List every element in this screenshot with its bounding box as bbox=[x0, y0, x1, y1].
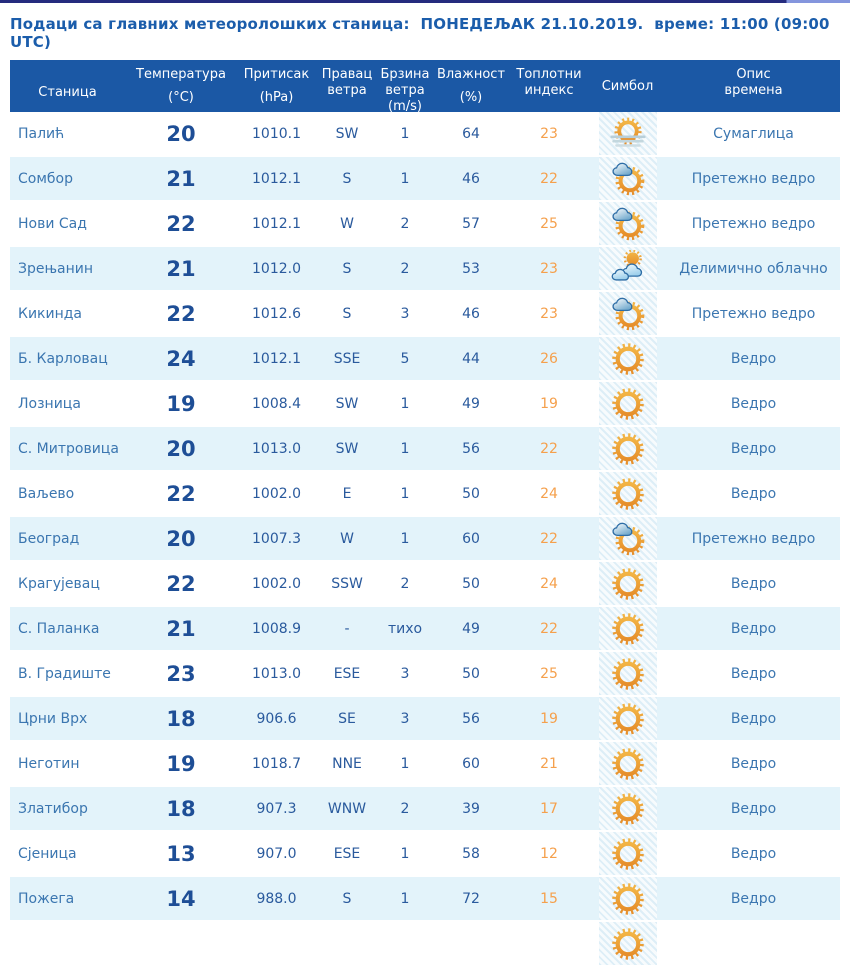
wind-speed-value: 1 bbox=[378, 471, 432, 516]
table-row bbox=[10, 561, 840, 606]
heat-index-value: 19 bbox=[510, 696, 588, 741]
pressure-value: 1013.0 bbox=[237, 426, 316, 471]
wind-direction-value: SW bbox=[316, 426, 378, 471]
pressure-value bbox=[237, 921, 316, 966]
table-row bbox=[10, 696, 840, 741]
station-name: Ваљево bbox=[10, 471, 125, 516]
station-name: Пожега bbox=[10, 876, 125, 921]
pressure-value: 907.3 bbox=[237, 786, 316, 831]
table-row bbox=[10, 471, 840, 516]
station-name: Златибор bbox=[10, 786, 125, 831]
weather-description: Ведро bbox=[667, 426, 840, 471]
table-row bbox=[10, 921, 840, 966]
humidity-value: 58 bbox=[432, 831, 510, 876]
heat-index-value: 22 bbox=[510, 606, 588, 651]
station-name: Лозница bbox=[10, 381, 125, 426]
humidity-value: 49 bbox=[432, 381, 510, 426]
pressure-value: 1010.1 bbox=[237, 112, 316, 156]
heat-index-value: 26 bbox=[510, 336, 588, 381]
wind-direction-value: SW bbox=[316, 112, 378, 156]
column-header-temperature: Температура (°C) bbox=[125, 60, 237, 112]
weather-description: Ведро bbox=[667, 696, 840, 741]
wind-direction-value: W bbox=[316, 201, 378, 246]
column-header-description: Опис времена bbox=[667, 60, 840, 112]
station-name: В. Градиште bbox=[10, 651, 125, 696]
heat-index-value: 24 bbox=[510, 561, 588, 606]
heat-index-value: 25 bbox=[510, 201, 588, 246]
weather-description: Претежно ведро bbox=[667, 291, 840, 336]
station-name: Нови Сад bbox=[10, 201, 125, 246]
weather-description: Ведро bbox=[667, 876, 840, 921]
mostly-sunny-icon bbox=[609, 295, 647, 333]
symbol-cell bbox=[588, 651, 667, 696]
wind-speed-value: 3 bbox=[378, 651, 432, 696]
wind-speed-value: 1 bbox=[378, 516, 432, 561]
symbol-cell bbox=[588, 471, 667, 516]
weather-description: Ведро bbox=[667, 561, 840, 606]
wind-speed-value: 1 bbox=[378, 112, 432, 156]
station-name: Београд bbox=[10, 516, 125, 561]
station-name: Сјеница bbox=[10, 831, 125, 876]
humidity-value: 72 bbox=[432, 876, 510, 921]
temperature-value: 18 bbox=[125, 786, 237, 831]
symbol-hatch-background bbox=[599, 742, 657, 785]
symbol-cell bbox=[588, 381, 667, 426]
wind-direction-value: SE bbox=[316, 696, 378, 741]
column-header-humidity: Влажност (%) bbox=[432, 60, 510, 112]
top-border-bar bbox=[0, 0, 850, 3]
sunny-icon bbox=[609, 835, 647, 873]
table-row bbox=[10, 516, 840, 561]
wind-speed-value bbox=[378, 921, 432, 966]
symbol-cell bbox=[588, 921, 667, 966]
symbol-cell bbox=[588, 741, 667, 786]
temperature-value: 19 bbox=[125, 741, 237, 786]
symbol-hatch-background bbox=[599, 562, 657, 605]
sunny-icon bbox=[609, 385, 647, 423]
weather-description: Ведро bbox=[667, 381, 840, 426]
wind-speed-value: 2 bbox=[378, 561, 432, 606]
pressure-value: 1012.0 bbox=[237, 246, 316, 291]
heat-index-value: 19 bbox=[510, 381, 588, 426]
wind-direction-value: S bbox=[316, 246, 378, 291]
table-header bbox=[10, 60, 840, 112]
weather-description: Делимично облачно bbox=[667, 246, 840, 291]
humidity-value: 50 bbox=[432, 561, 510, 606]
sunny-icon bbox=[609, 340, 647, 378]
wind-speed-value: 2 bbox=[378, 786, 432, 831]
symbol-cell bbox=[588, 246, 667, 291]
humidity-value bbox=[432, 921, 510, 966]
wind-speed-value: 1 bbox=[378, 156, 432, 201]
symbol-hatch-background bbox=[599, 292, 657, 335]
heat-index-value: 15 bbox=[510, 876, 588, 921]
mostly-sunny-icon bbox=[609, 160, 647, 198]
wind-direction-value: S bbox=[316, 291, 378, 336]
symbol-cell bbox=[588, 112, 667, 156]
symbol-hatch-background bbox=[599, 472, 657, 515]
temperature-value: 19 bbox=[125, 381, 237, 426]
sunny-icon bbox=[609, 610, 647, 648]
symbol-cell bbox=[588, 201, 667, 246]
sunny-icon bbox=[609, 655, 647, 693]
pressure-value: 1007.3 bbox=[237, 516, 316, 561]
column-header-wind-direction: Правац ветра bbox=[316, 60, 378, 112]
sunny-icon bbox=[609, 700, 647, 738]
pressure-value: 1008.9 bbox=[237, 606, 316, 651]
weather-description: Ведро bbox=[667, 471, 840, 516]
table-row bbox=[10, 291, 840, 336]
heat-index-value: 17 bbox=[510, 786, 588, 831]
pressure-value: 1012.1 bbox=[237, 201, 316, 246]
symbol-cell bbox=[588, 831, 667, 876]
symbol-cell bbox=[588, 291, 667, 336]
heat-index-value bbox=[510, 921, 588, 966]
humidity-value: 56 bbox=[432, 696, 510, 741]
humidity-value: 39 bbox=[432, 786, 510, 831]
sunny-icon bbox=[609, 475, 647, 513]
wind-direction-value: ESE bbox=[316, 831, 378, 876]
heat-index-value: 22 bbox=[510, 516, 588, 561]
heat-index-value: 25 bbox=[510, 651, 588, 696]
symbol-cell bbox=[588, 156, 667, 201]
column-header-station: Станица bbox=[10, 60, 125, 112]
temperature-value: 20 bbox=[125, 516, 237, 561]
symbol-hatch-background bbox=[599, 922, 657, 965]
symbol-hatch-background bbox=[599, 787, 657, 830]
column-header-symbol: Симбол bbox=[588, 60, 667, 112]
temperature-value: 20 bbox=[125, 112, 237, 156]
weather-description: Ведро bbox=[667, 336, 840, 381]
wind-speed-value: 1 bbox=[378, 876, 432, 921]
symbol-cell bbox=[588, 876, 667, 921]
haze-icon bbox=[609, 115, 647, 153]
wind-speed-value: 1 bbox=[378, 426, 432, 471]
table-row bbox=[10, 336, 840, 381]
humidity-value: 44 bbox=[432, 336, 510, 381]
wind-direction-value: SSE bbox=[316, 336, 378, 381]
humidity-value: 60 bbox=[432, 516, 510, 561]
pressure-value: 1008.4 bbox=[237, 381, 316, 426]
pressure-value: 1012.6 bbox=[237, 291, 316, 336]
table-row bbox=[10, 786, 840, 831]
station-name: С. Паланка bbox=[10, 606, 125, 651]
pressure-value: 1012.1 bbox=[237, 336, 316, 381]
station-name: Палић bbox=[10, 112, 125, 156]
station-name: Крагујевац bbox=[10, 561, 125, 606]
temperature-value: 14 bbox=[125, 876, 237, 921]
wind-direction-value: E bbox=[316, 471, 378, 516]
wind-direction-value: ESE bbox=[316, 651, 378, 696]
wind-speed-value: 3 bbox=[378, 291, 432, 336]
heat-index-value: 24 bbox=[510, 471, 588, 516]
column-header-wind-speed: Брзина ветра (m/s) bbox=[378, 60, 432, 112]
pressure-value: 1013.0 bbox=[237, 651, 316, 696]
mostly-sunny-icon bbox=[609, 520, 647, 558]
wind-direction-value: NNE bbox=[316, 741, 378, 786]
station-name: Зрењанин bbox=[10, 246, 125, 291]
pressure-value: 1002.0 bbox=[237, 471, 316, 516]
wind-direction-value: WNW bbox=[316, 786, 378, 831]
humidity-value: 57 bbox=[432, 201, 510, 246]
symbol-hatch-background bbox=[599, 652, 657, 695]
mostly-sunny-icon bbox=[609, 205, 647, 243]
wind-speed-value: 2 bbox=[378, 201, 432, 246]
humidity-value: 64 bbox=[432, 112, 510, 156]
weather-description: Ведро bbox=[667, 606, 840, 651]
temperature-value: 21 bbox=[125, 246, 237, 291]
symbol-hatch-background bbox=[599, 157, 657, 200]
wind-direction-value: SSW bbox=[316, 561, 378, 606]
wind-direction-value: - bbox=[316, 606, 378, 651]
symbol-hatch-background bbox=[599, 202, 657, 245]
symbol-hatch-background bbox=[599, 427, 657, 470]
temperature-value: 22 bbox=[125, 561, 237, 606]
symbol-cell bbox=[588, 786, 667, 831]
table-row bbox=[10, 156, 840, 201]
temperature-value: 22 bbox=[125, 471, 237, 516]
humidity-value: 60 bbox=[432, 741, 510, 786]
temperature-value: 18 bbox=[125, 696, 237, 741]
heat-index-value: 23 bbox=[510, 291, 588, 336]
column-header-heat-index: Топлотни индекс bbox=[510, 60, 588, 112]
table-row bbox=[10, 426, 840, 471]
heat-index-value: 22 bbox=[510, 156, 588, 201]
station-name: Црни Врх bbox=[10, 696, 125, 741]
station-name: Неготин bbox=[10, 741, 125, 786]
table-row bbox=[10, 246, 840, 291]
symbol-cell bbox=[588, 516, 667, 561]
weather-table bbox=[10, 60, 840, 967]
humidity-value: 46 bbox=[432, 291, 510, 336]
heat-index-value: 22 bbox=[510, 426, 588, 471]
table-row bbox=[10, 112, 840, 156]
weather-description bbox=[667, 921, 840, 966]
temperature-value: 24 bbox=[125, 336, 237, 381]
station-name: Б. Карловац bbox=[10, 336, 125, 381]
heat-index-value: 12 bbox=[510, 831, 588, 876]
temperature-value: 20 bbox=[125, 426, 237, 471]
table-row bbox=[10, 651, 840, 696]
sunny-icon bbox=[609, 565, 647, 603]
wind-speed-value: тихо bbox=[378, 606, 432, 651]
symbol-hatch-background bbox=[599, 337, 657, 380]
symbol-cell bbox=[588, 561, 667, 606]
symbol-cell bbox=[588, 426, 667, 471]
temperature-value: 21 bbox=[125, 606, 237, 651]
weather-table-body bbox=[10, 112, 840, 966]
heat-index-value: 23 bbox=[510, 112, 588, 156]
sunny-icon bbox=[609, 925, 647, 963]
symbol-cell bbox=[588, 696, 667, 741]
table-row bbox=[10, 831, 840, 876]
weather-description: Сумаглица bbox=[667, 112, 840, 156]
temperature-value: 13 bbox=[125, 831, 237, 876]
wind-direction-value: W bbox=[316, 516, 378, 561]
table-row bbox=[10, 606, 840, 651]
wind-speed-value: 1 bbox=[378, 381, 432, 426]
wind-speed-value: 1 bbox=[378, 741, 432, 786]
pressure-value: 1002.0 bbox=[237, 561, 316, 606]
symbol-hatch-background bbox=[599, 247, 657, 290]
symbol-hatch-background bbox=[599, 382, 657, 425]
symbol-hatch-background bbox=[599, 697, 657, 740]
wind-speed-value: 3 bbox=[378, 696, 432, 741]
wind-speed-value: 2 bbox=[378, 246, 432, 291]
symbol-cell bbox=[588, 336, 667, 381]
station-name: Сомбор bbox=[10, 156, 125, 201]
sunny-icon bbox=[609, 790, 647, 828]
table-row bbox=[10, 201, 840, 246]
weather-description: Претежно ведро bbox=[667, 516, 840, 561]
temperature-value: 23 bbox=[125, 651, 237, 696]
pressure-value: 907.0 bbox=[237, 831, 316, 876]
wind-direction-value bbox=[316, 921, 378, 966]
heat-index-value: 23 bbox=[510, 246, 588, 291]
sunny-icon bbox=[609, 880, 647, 918]
table-row bbox=[10, 381, 840, 426]
humidity-value: 50 bbox=[432, 651, 510, 696]
temperature-value: 21 bbox=[125, 156, 237, 201]
table-row bbox=[10, 876, 840, 921]
partly-cloudy-icon bbox=[609, 250, 647, 288]
weather-description: Ведро bbox=[667, 831, 840, 876]
symbol-hatch-background bbox=[599, 112, 657, 155]
sunny-icon bbox=[609, 745, 647, 783]
station-name bbox=[10, 921, 125, 966]
heat-index-value: 21 bbox=[510, 741, 588, 786]
station-name: С. Митровица bbox=[10, 426, 125, 471]
wind-direction-value: SW bbox=[316, 381, 378, 426]
symbol-hatch-background bbox=[599, 877, 657, 920]
wind-speed-value: 1 bbox=[378, 831, 432, 876]
wind-speed-value: 5 bbox=[378, 336, 432, 381]
humidity-value: 49 bbox=[432, 606, 510, 651]
weather-description: Претежно ведро bbox=[667, 201, 840, 246]
pressure-value: 1012.1 bbox=[237, 156, 316, 201]
symbol-hatch-background bbox=[599, 607, 657, 650]
weather-description: Претежно ведро bbox=[667, 156, 840, 201]
table-row bbox=[10, 741, 840, 786]
humidity-value: 46 bbox=[432, 156, 510, 201]
weather-description: Ведро bbox=[667, 651, 840, 696]
page-title: Подаци са главних метеоролошких станица: ПОНЕДЕЉАК 21.10.2019. време: 11:00 (09:00 UTC) bbox=[10, 15, 830, 51]
wind-direction-value: S bbox=[316, 156, 378, 201]
weather-description: Ведро bbox=[667, 741, 840, 786]
humidity-value: 56 bbox=[432, 426, 510, 471]
weather-description: Ведро bbox=[667, 786, 840, 831]
temperature-value: 22 bbox=[125, 201, 237, 246]
column-header-pressure: Притисак (hPa) bbox=[237, 60, 316, 112]
station-name: Кикинда bbox=[10, 291, 125, 336]
temperature-value: 22 bbox=[125, 291, 237, 336]
humidity-value: 53 bbox=[432, 246, 510, 291]
temperature-value bbox=[125, 921, 237, 966]
pressure-value: 1018.7 bbox=[237, 741, 316, 786]
symbol-hatch-background bbox=[599, 517, 657, 560]
symbol-cell bbox=[588, 606, 667, 651]
pressure-value: 988.0 bbox=[237, 876, 316, 921]
pressure-value: 906.6 bbox=[237, 696, 316, 741]
symbol-hatch-background bbox=[599, 832, 657, 875]
sunny-icon bbox=[609, 430, 647, 468]
humidity-value: 50 bbox=[432, 471, 510, 516]
wind-direction-value: S bbox=[316, 876, 378, 921]
